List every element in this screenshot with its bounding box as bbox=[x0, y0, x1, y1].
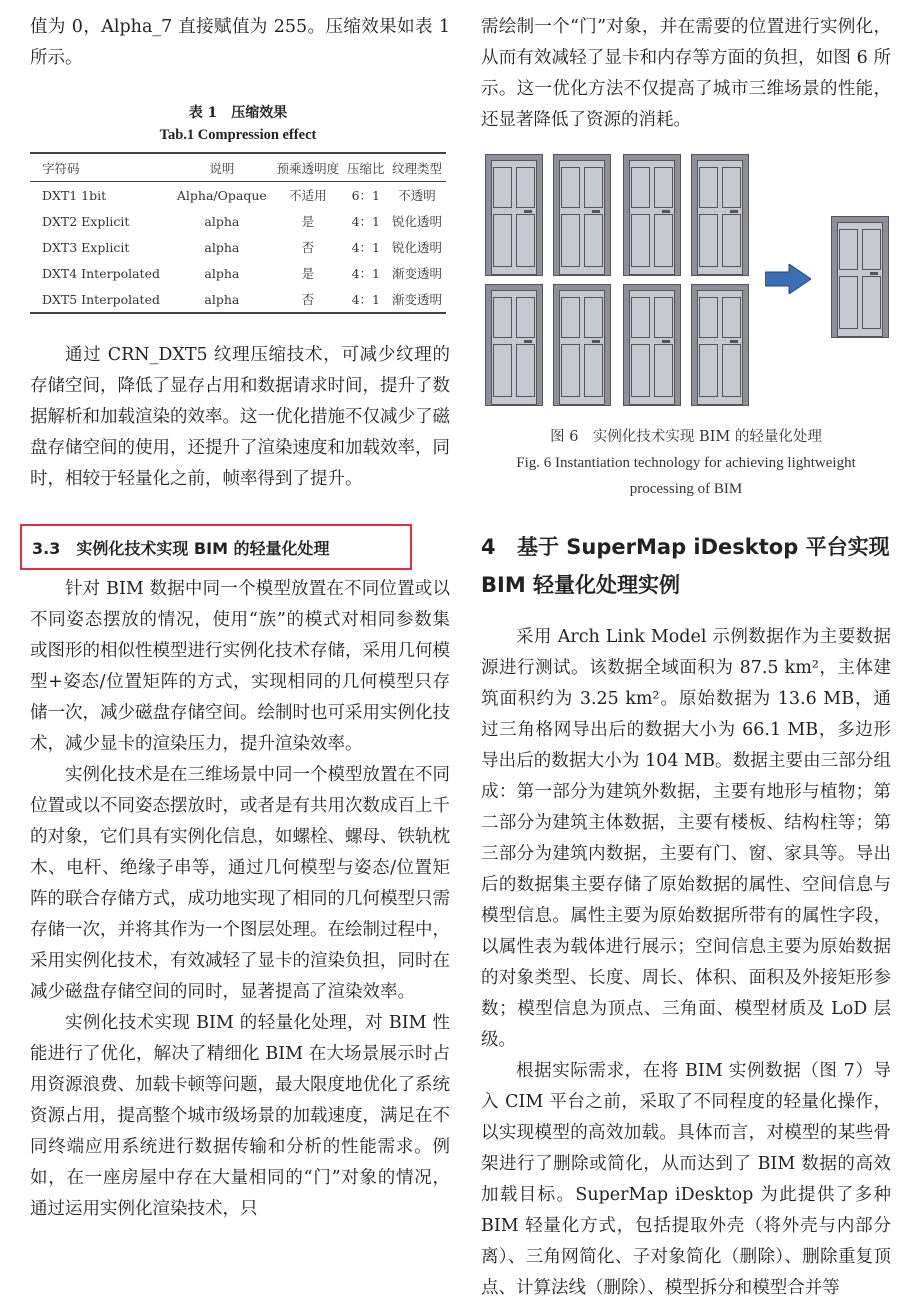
figure-caption-en-line2: processing of BIM bbox=[629, 481, 743, 497]
table-header-row bbox=[30, 153, 446, 182]
table-cell: DXT1 1bit bbox=[42, 187, 107, 203]
table-cell: DXT4 Interpolated bbox=[42, 265, 160, 281]
figure-caption-zh: 图 6 实例化技术实现 BIM 的轻量化处理 bbox=[550, 429, 822, 445]
table-cell: 渐变透明 bbox=[388, 286, 446, 313]
paragraph-lightweight-methods: 根据实际需求，在将 BIM 实例数据（图 7）导入 CIM 平台之前，采取了不同程度的轻量化操作，以实现模型的高效加载。具体而言，对模型的某些骨架进行了删除或简化，从而达到了 BIM 数据的高效加载目标。SuperMap iDesktop 为此提供了多种 BIM 轻量化方式，包括提取外壳（将外壳与内部分离）、三角网简化、子对象简化（删除）、删除重复顶点、计算法线（删除）、模型拆分和模型合并等 bbox=[481, 1061, 891, 1298]
right-column bbox=[481, 0, 891, 1304]
door-icon bbox=[623, 284, 681, 406]
table-header-cell: 说明 bbox=[172, 153, 273, 182]
door-icon bbox=[691, 284, 749, 406]
table-row bbox=[30, 182, 446, 209]
figure-caption-en-line1: Fig. 6 Instantiation technology for achieving lightweight bbox=[516, 455, 856, 471]
paragraph-instancing-detail: 实例化技术是在三维场景中同一个模型放置在不同位置或以不同姿态摆放时，或者是有共用次数成百上千的对象，它们具有实例化信息，如螺栓、螺母、铁轨枕木、电杆、绝缘子串等，通过几何模型与姿态/位置矩阵的联合存储方式，成功地实现了相同的几何模型只需存储一次，并将其作为一个图层处理。在绘制过程中，采用实例化技术，有效减轻了显卡的渲染负担，同时在减少磁盘存储空间的同时，显著提高了渲染效率。 bbox=[30, 765, 450, 1002]
table-cell: alpha bbox=[172, 286, 273, 313]
table-cell: 6：1 bbox=[351, 188, 380, 203]
paragraph-data-description: 采用 Arch Link Model 示例数据作为主要数据源进行测试。该数据全域面积为 87.5 km²，主体建筑面积约为 3.25 km²。原始数据为 13.6 MB，通过三角格网导出后的数据大小为 66.1 MB，多边形导出后的数据大小为 104 MB。数据主要由三部分组成：第一部分为建筑外数据，主要有地形与植物；第二部分为建筑主体数据，主要有楼板、结构柱等；第三部分为建筑内数据，主要有门、窗、家具等。导出后的数据集主要存储了原始数据的属性、空间信息与模型信息。属性主要为原始数据所带有的属性字段，以属性表为载体进行展示；空间信息主要为原始数据的对象类型、长度、周长、体积、面积及外接矩形参数；模型信息为顶点、三角面、模型材质及 LoD 层级。 bbox=[481, 627, 891, 1050]
table-cell: Alpha/Opaque bbox=[176, 187, 267, 203]
intro-paragraph: 值为 0，Alpha_7 直接赋值为 255。压缩效果如表 1 所示。 bbox=[30, 17, 450, 68]
arrow-right-icon bbox=[765, 264, 811, 294]
table-caption-en: Tab.1 Compression effect bbox=[159, 127, 317, 143]
paragraph-crn-dxt5: 通过 CRN_DXT5 纹理压缩技术，可减少纹理的存储空间，降低了显存占用和数据请求时间，提升了数据解析和加载渲染的效率。这一优化措施不仅减少了磁盘存储空间的使用，还提升了渲染速度和加载效率，同时，相较于轻量化之前，帧率得到了提升。 bbox=[30, 345, 450, 489]
table-cell: alpha bbox=[204, 239, 240, 255]
figure-6-door-instancing bbox=[481, 154, 891, 422]
door-icon bbox=[485, 154, 543, 276]
left-column-lower bbox=[30, 574, 450, 1225]
table-cell: 否 bbox=[272, 286, 343, 313]
table-caption-zh: 表 1 压缩效果 bbox=[188, 105, 288, 121]
table-cell: alpha bbox=[204, 213, 240, 229]
table-cell: 锐化透明 bbox=[392, 214, 443, 229]
table-row bbox=[30, 234, 446, 260]
table-cell: 4：1 bbox=[344, 286, 389, 313]
table-cell: DXT2 Explicit bbox=[42, 213, 130, 229]
table-cell: 是 bbox=[301, 266, 315, 281]
door-icon bbox=[831, 216, 889, 338]
table-cell: 渐变透明 bbox=[392, 266, 443, 281]
paragraph-instancing-intro: 针对 BIM 数据中同一个模型放置在不同位置或以不同姿态摆放的情况，使用“族”的模式对相同参数集或图形的相似性模型进行实例化技术存储，采用几何模型+姿态/位置矩阵的方式，实现相同的几何模型只存储一次，减少磁盘存储空间。绘制时也可采用实例化技术，减少显卡的渲染压力，提升渲染效率。 bbox=[30, 579, 450, 754]
table-header-cell: 字符码 bbox=[30, 153, 172, 182]
table-row bbox=[30, 208, 446, 234]
table-cell: 4：1 bbox=[351, 240, 380, 255]
table-cell: 不透明 bbox=[398, 188, 436, 203]
table-cell: 4：1 bbox=[351, 214, 380, 229]
table-cell: DXT5 Interpolated bbox=[30, 286, 172, 313]
compression-table-block bbox=[30, 102, 446, 314]
table-cell: 是 bbox=[301, 214, 315, 229]
table-row bbox=[30, 286, 446, 313]
door-icon bbox=[553, 284, 611, 406]
table-header-cell: 预乘透明度 bbox=[272, 153, 343, 182]
door-icon bbox=[485, 284, 543, 406]
paragraph-instancing-bim: 实例化技术实现 BIM 的轻量化处理，对 BIM 性能进行了优化，解决了精细化 BIM 在大场景展示时占用资源浪费、加载卡顿等问题，最大限度地优化了系统资源占用，提高整个城市级场景的加载速度，满足在不同终端应用系统进行数据传输和分析的性能需求。例如，在一座房屋中存在大量相同的“门”对象的情况，通过运用实例化渲染技术，只 bbox=[30, 1013, 450, 1219]
heading-line1: 基于 SuperMap iDesktop 平台实现 bbox=[517, 535, 890, 559]
table-cell: alpha bbox=[204, 265, 240, 281]
section-heading-3-3: 3.3 实例化技术实现 BIM 的轻量化处理 bbox=[20, 524, 412, 570]
table-cell: DXT3 Explicit bbox=[42, 239, 130, 255]
table-cell: 4：1 bbox=[351, 266, 380, 281]
table-header-cell: 压缩比 bbox=[344, 153, 389, 182]
table-cell: 锐化透明 bbox=[392, 240, 443, 255]
section-heading-4 bbox=[481, 528, 891, 604]
heading-number: 4 bbox=[481, 535, 496, 559]
door-icon bbox=[691, 154, 749, 276]
left-column bbox=[30, 0, 450, 495]
paragraph-door-example: 需绘制一个“门”对象，并在需要的位置进行实例化，从而有效减轻了显卡和内存等方面的负担，如图 6 所示。这一优化方法不仅提高了城市三维场景的性能，还显著降低了资源的消耗。 bbox=[481, 17, 891, 130]
table-header-cell: 纹理类型 bbox=[388, 153, 446, 182]
table-row bbox=[30, 260, 446, 286]
door-icon bbox=[623, 154, 681, 276]
door-icon bbox=[553, 154, 611, 276]
table-cell: 否 bbox=[301, 240, 315, 255]
table-cell: 不适用 bbox=[289, 188, 327, 203]
compression-table bbox=[30, 152, 446, 314]
heading-line2: BIM 轻量化处理实例 bbox=[481, 573, 681, 597]
